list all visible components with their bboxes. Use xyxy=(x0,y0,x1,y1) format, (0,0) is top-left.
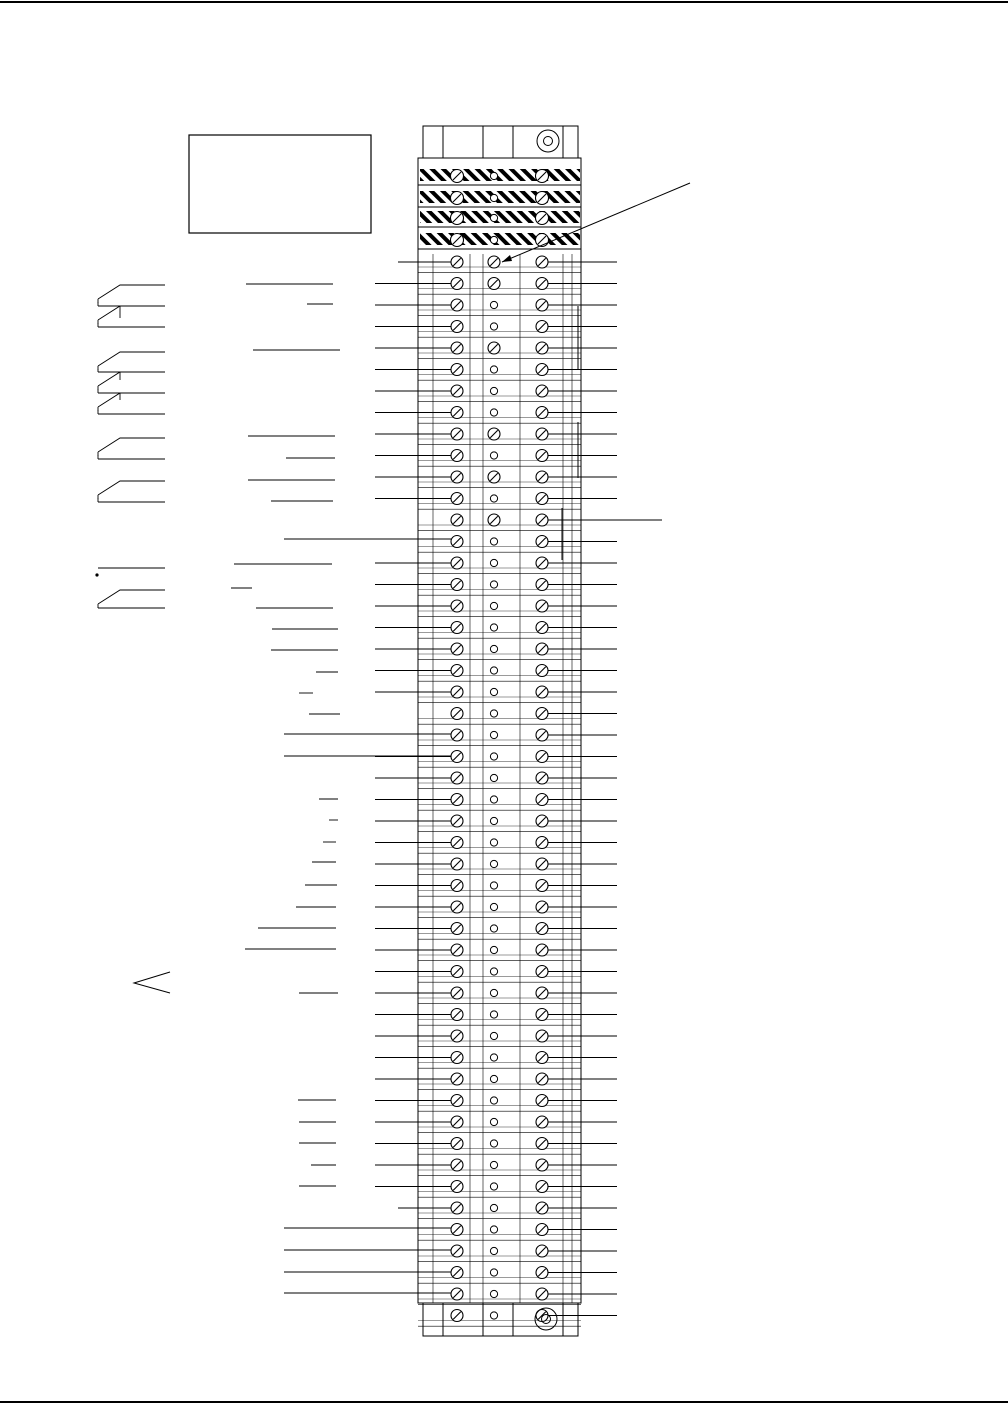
terminal-screw-icon xyxy=(536,170,549,183)
terminal-screw-icon xyxy=(451,1052,463,1064)
jumper-hole-icon xyxy=(490,710,497,717)
terminal-screw-icon xyxy=(536,1288,548,1300)
terminal-screw-icon xyxy=(451,212,464,225)
jumper-hole-icon xyxy=(490,882,497,889)
terminal-screw-icon xyxy=(536,1095,548,1107)
terminal-screw-icon xyxy=(536,837,548,849)
terminal-screw-icon xyxy=(451,385,463,397)
terminal-screw-icon xyxy=(451,1245,463,1257)
terminal-screw-icon xyxy=(451,1310,463,1322)
terminal-screw-icon xyxy=(451,837,463,849)
jumper-hole-icon xyxy=(490,860,497,867)
terminal-screw-icon xyxy=(536,880,548,892)
jumper-hole-icon xyxy=(490,753,497,760)
terminal-screw-icon xyxy=(451,493,463,505)
terminal-screw-icon xyxy=(451,471,463,483)
terminal-screw-icon xyxy=(536,1267,548,1279)
mounting-screw-icon xyxy=(537,130,559,152)
jumper-hole-icon xyxy=(490,925,497,932)
switch-contact-icon xyxy=(98,590,165,608)
terminal-screw-icon xyxy=(536,385,548,397)
jumper-hole-icon xyxy=(490,667,497,674)
jumper-hole-icon xyxy=(490,645,497,652)
jumper-hole-icon xyxy=(490,366,497,373)
terminal-screw-icon xyxy=(536,1138,548,1150)
jumper-hole-icon xyxy=(490,1032,497,1039)
terminal-screw-icon xyxy=(536,815,548,827)
jumper-screw-icon xyxy=(488,256,500,268)
jumper-hole-icon xyxy=(490,817,497,824)
jumper-hole-icon xyxy=(490,1054,497,1061)
terminal-screw-icon xyxy=(536,708,548,720)
jumper-hole-icon xyxy=(490,1075,497,1082)
terminal-screw-icon xyxy=(536,1116,548,1128)
terminal-screw-icon xyxy=(451,364,463,376)
terminal-screw-icon xyxy=(536,1052,548,1064)
jumper-hole-icon xyxy=(490,602,497,609)
jumper-hole-icon xyxy=(490,452,497,459)
terminal-screw-icon xyxy=(451,729,463,741)
terminal-screw-icon xyxy=(451,966,463,978)
jumper-screw-icon xyxy=(488,278,500,290)
switch-contact-icon xyxy=(98,372,165,400)
jumper-hole-icon xyxy=(490,1290,497,1297)
terminal-screw-icon xyxy=(451,622,463,634)
jumper-hole-icon xyxy=(490,581,497,588)
jumper-hole-icon xyxy=(490,1140,497,1147)
jumper-hole-icon xyxy=(490,968,497,975)
terminal-screw-icon xyxy=(536,794,548,806)
terminal-screw-icon xyxy=(536,966,548,978)
terminal-screw-icon xyxy=(451,1288,463,1300)
terminal-screw-icon xyxy=(536,944,548,956)
jumper-hole-icon xyxy=(490,989,497,996)
jumper-hole-icon xyxy=(490,1161,497,1168)
terminal-screw-icon xyxy=(451,1030,463,1042)
terminal-screw-icon xyxy=(451,1073,463,1085)
switch-contact-icon xyxy=(98,306,165,327)
switch-contact-icon xyxy=(98,393,165,414)
terminal-screw-icon xyxy=(451,880,463,892)
terminal-screw-icon xyxy=(536,751,548,763)
terminal-screw-icon xyxy=(451,815,463,827)
terminal-screw-icon xyxy=(451,514,463,526)
terminal-screw-icon xyxy=(451,708,463,720)
terminal-screw-icon xyxy=(451,686,463,698)
jumper-screw-icon xyxy=(488,514,500,526)
terminal-screw-icon xyxy=(536,1073,548,1085)
terminal-screw-icon xyxy=(536,493,548,505)
terminal-screw-icon xyxy=(451,794,463,806)
switch-contact-icon xyxy=(98,481,165,502)
jumper-screw-icon xyxy=(488,428,500,440)
terminal-screw-icon xyxy=(536,364,548,376)
terminal-screw-icon xyxy=(536,987,548,999)
jumper-hole-icon xyxy=(490,214,497,221)
terminal-screw-icon xyxy=(536,1030,548,1042)
terminal-screw-icon xyxy=(536,234,549,247)
jumper-hole-icon xyxy=(490,495,497,502)
jumper-hole-icon xyxy=(490,409,497,416)
jumper-hole-icon xyxy=(490,538,497,545)
jumper-hole-icon xyxy=(490,1011,497,1018)
jumper-hole-icon xyxy=(490,731,497,738)
terminal-screw-icon xyxy=(451,923,463,935)
terminal-screw-icon xyxy=(536,321,548,333)
terminal-screw-icon xyxy=(451,1267,463,1279)
jumper-hole-icon xyxy=(490,903,497,910)
terminal-screw-icon xyxy=(451,428,463,440)
terminal-screw-icon xyxy=(451,234,464,247)
switch-contact-icon xyxy=(98,352,165,380)
terminal-screw-icon xyxy=(451,1224,463,1236)
terminal-screw-icon xyxy=(536,622,548,634)
switch-contact-icon xyxy=(98,438,165,459)
terminal-screw-icon xyxy=(536,278,548,290)
jumper-screw-icon xyxy=(488,471,500,483)
marker-strip xyxy=(420,211,580,223)
terminal-screw-icon xyxy=(451,407,463,419)
terminal-screw-icon xyxy=(536,1159,548,1171)
terminal-screw-icon xyxy=(536,514,548,526)
terminal-screw-icon xyxy=(536,428,548,440)
terminal-screw-icon xyxy=(451,772,463,784)
switch-contact-icon xyxy=(95,573,98,576)
terminal-screw-icon xyxy=(451,1009,463,1021)
end-cap-bottom xyxy=(423,1303,578,1336)
jumper-hole-icon xyxy=(490,796,497,803)
terminal-screw-icon xyxy=(536,299,548,311)
terminal-screw-icon xyxy=(451,600,463,612)
jumper-hole-icon xyxy=(490,946,497,953)
terminal-screw-icon xyxy=(451,1138,463,1150)
jumper-hole-icon xyxy=(490,1204,497,1211)
jumper-hole-icon xyxy=(490,1226,497,1233)
jumper-hole-icon xyxy=(490,172,497,179)
jumper-hole-icon xyxy=(490,194,497,201)
jumper-hole-icon xyxy=(490,624,497,631)
terminal-screw-icon xyxy=(451,643,463,655)
terminal-screw-icon xyxy=(451,858,463,870)
terminal-screw-icon xyxy=(451,579,463,591)
terminal-screw-icon xyxy=(536,450,548,462)
terminal-block xyxy=(418,158,617,1326)
jumper-hole-icon xyxy=(490,236,497,243)
jumper-hole-icon xyxy=(490,301,497,308)
terminal-screw-icon xyxy=(451,1159,463,1171)
jumper-screw-icon xyxy=(488,342,500,354)
terminal-screw-icon xyxy=(536,901,548,913)
switch-contact-icon xyxy=(98,285,165,318)
terminal-screw-icon xyxy=(451,944,463,956)
terminal-screw-icon xyxy=(451,450,463,462)
terminal-screw-icon xyxy=(536,579,548,591)
jumper-hole-icon xyxy=(490,1269,497,1276)
terminal-screw-icon xyxy=(536,923,548,935)
terminal-screw-icon xyxy=(536,557,548,569)
terminal-screw-icon xyxy=(536,471,548,483)
angle-symbol xyxy=(134,972,170,993)
jumper-hole-icon xyxy=(490,1097,497,1104)
terminal-screw-icon xyxy=(451,278,463,290)
jumper-hole-icon xyxy=(490,1247,497,1254)
end-cap-top xyxy=(423,126,578,158)
terminal-screw-icon xyxy=(536,1181,548,1193)
terminal-screw-icon xyxy=(536,729,548,741)
terminal-screw-icon xyxy=(536,212,549,225)
terminal-screw-icon xyxy=(451,751,463,763)
jumper-hole-icon xyxy=(490,774,497,781)
terminal-screw-icon xyxy=(451,256,463,268)
terminal-screw-icon xyxy=(451,1181,463,1193)
jumper-hole-icon xyxy=(490,1118,497,1125)
terminal-screw-icon xyxy=(536,1009,548,1021)
terminal-screw-icon xyxy=(451,665,463,677)
terminal-screw-icon xyxy=(451,192,464,205)
terminal-screw-icon xyxy=(536,256,548,268)
terminal-screw-icon xyxy=(536,1224,548,1236)
terminal-screw-icon xyxy=(451,170,464,183)
label-box xyxy=(189,135,371,233)
terminal-screw-icon xyxy=(451,536,463,548)
terminal-screw-icon xyxy=(536,665,548,677)
terminal-screw-icon xyxy=(451,321,463,333)
terminal-screw-icon xyxy=(536,536,548,548)
right-jumper-brackets xyxy=(562,306,662,560)
terminal-screw-icon xyxy=(451,1202,463,1214)
jumper-hole-icon xyxy=(490,1312,497,1319)
terminal-screw-icon xyxy=(536,1245,548,1257)
block-outline xyxy=(418,158,581,1303)
terminal-screw-icon xyxy=(536,407,548,419)
jumper-hole-icon xyxy=(490,839,497,846)
terminal-screw-icon xyxy=(536,686,548,698)
terminal-screw-icon xyxy=(536,600,548,612)
jumper-hole-icon xyxy=(490,387,497,394)
terminal-screw-icon xyxy=(451,901,463,913)
terminal-screw-icon xyxy=(451,1095,463,1107)
terminal-screw-icon xyxy=(536,772,548,784)
jumper-hole-icon xyxy=(490,559,497,566)
jumper-hole-icon xyxy=(490,688,497,695)
terminal-screw-icon xyxy=(536,858,548,870)
terminal-screw-icon xyxy=(451,1116,463,1128)
terminal-screw-icon xyxy=(536,1202,548,1214)
marker-strip xyxy=(420,191,580,203)
jumper-hole-icon xyxy=(490,1183,497,1190)
terminal-screw-icon xyxy=(451,557,463,569)
terminal-screw-icon xyxy=(536,192,549,205)
terminal-screw-icon xyxy=(451,299,463,311)
terminal-screw-icon xyxy=(451,987,463,999)
marker-strip xyxy=(420,169,580,181)
terminal-screw-icon xyxy=(536,643,548,655)
switch-contacts xyxy=(95,285,165,608)
terminal-screw-icon xyxy=(536,342,548,354)
terminal-screw-icon xyxy=(451,342,463,354)
jumper-hole-icon xyxy=(490,323,497,330)
